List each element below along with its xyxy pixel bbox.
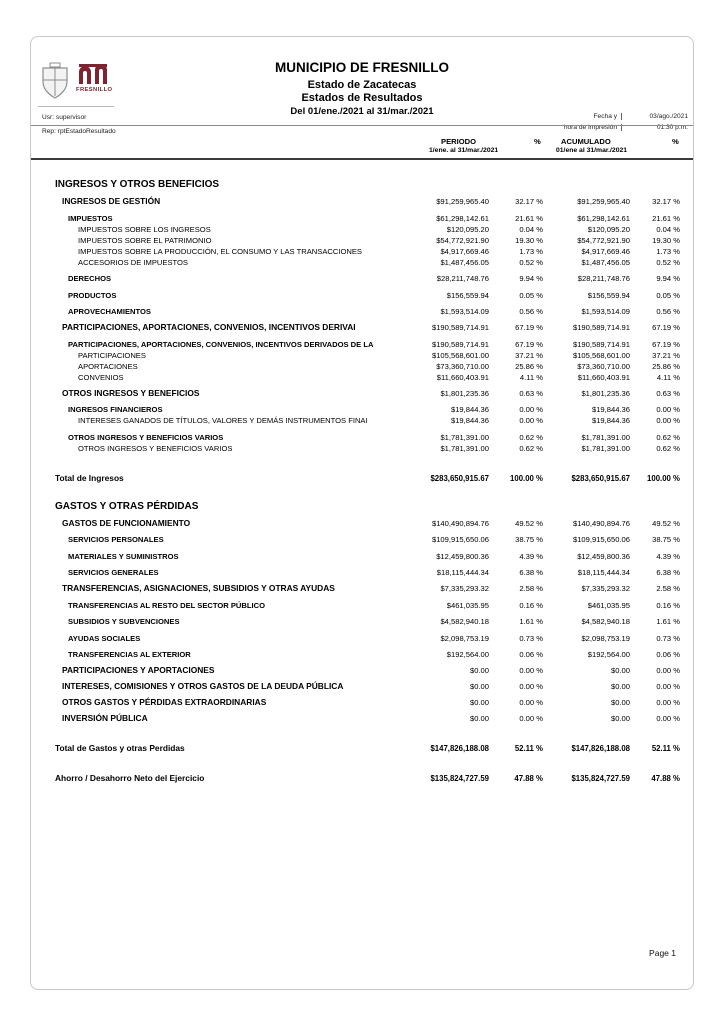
row-accum-value: $18,115,444.34 [577, 568, 630, 577]
row-period-pct: 21.61 % [515, 213, 543, 223]
row-period-pct: 0.00 % [519, 714, 543, 723]
table-row [32, 697, 692, 708]
row-accum-value: $1,781,391.00 [581, 432, 630, 442]
table-row [32, 178, 692, 191]
row-accum-value: $1,593,514.09 [581, 307, 630, 316]
header-divider-top [31, 125, 693, 126]
row-accum-value: $12,459,800.36 [577, 551, 630, 561]
table-row [32, 291, 692, 301]
row-period-value: $0.00 [469, 698, 489, 707]
row-accum-pct: 4.39 % [656, 551, 680, 561]
row-period-value: $1,781,391.00 [440, 443, 489, 453]
row-period-value: $54,772,921.90 [436, 235, 489, 245]
row-accum-value: $1,801,235.36 [581, 388, 630, 398]
row-accum-pct: 1.73 % [656, 246, 680, 256]
row-accum-value: $135,824,727.59 [571, 774, 630, 783]
row-accum-pct: 0.63 % [656, 388, 680, 398]
row-accum-value: $4,582,940.18 [581, 617, 630, 626]
row-period-pct: 0.00 % [519, 416, 543, 425]
row-label: ACCESORIOS DE IMPUESTOS [78, 257, 188, 267]
row-accum-pct: 0.62 % [656, 432, 680, 442]
row-period-pct: 0.00 % [519, 666, 543, 675]
table-row [32, 258, 692, 268]
table-row [32, 713, 692, 724]
table-row [32, 743, 692, 754]
row-label: OTROS INGRESOS Y BENEFICIOS [62, 387, 200, 398]
row-accum-pct: 37.21 % [652, 350, 680, 360]
row-accum-value: $140,490,894.76 [572, 518, 630, 528]
row-accum-pct: 0.06 % [656, 650, 680, 659]
user-label: Usr: supervisor [42, 114, 87, 121]
row-period-value: $120,095.20 [446, 224, 489, 234]
row-accum-pct: 49.52 % [652, 518, 680, 528]
row-label: OTROS GASTOS Y PÉRDIDAS EXTRAORDINARIAS [62, 697, 267, 707]
row-label: INTERESES, COMISIONES Y OTROS GASTOS DE LA DEUDA PÚBLICA [62, 681, 344, 691]
row-accum-value: $1,487,456.05 [581, 257, 630, 267]
row-accum-value: $190,589,714.91 [572, 323, 630, 332]
row-label: PARTICIPACIONES, APORTACIONES, CONVENIOS, INCENTIVOS DERIVAI [62, 322, 356, 332]
row-accum-pct: 32.17 % [652, 197, 680, 206]
print-date-value: 03/ago./2021 [621, 113, 688, 120]
row-period-value: $147,826,188.08 [430, 744, 489, 753]
row-accum-pct: 21.61 % [652, 213, 680, 223]
table-row [32, 196, 692, 207]
row-label: PRODUCTOS [68, 290, 117, 300]
row-period-value: $91,259,965.40 [436, 197, 489, 206]
row-period-pct: 0.73 % [519, 633, 543, 643]
report-name: Estados de Resultados [301, 92, 423, 104]
row-label: SERVICIOS GENERALES [68, 568, 159, 577]
row-period-value: $11,660,403.91 [436, 372, 489, 382]
table-row [32, 601, 692, 611]
row-period-value: $61,298,142.61 [436, 213, 489, 223]
row-period-value: $1,487,456.05 [440, 257, 489, 267]
col-header-pct-1: % [534, 137, 541, 146]
row-period-pct: 0.00 % [519, 405, 543, 414]
row-period-pct: 0.52 % [519, 257, 543, 267]
row-accum-pct: 0.00 % [656, 698, 680, 707]
table-row [32, 634, 692, 644]
row-label: OTROS INGRESOS Y BENEFICIOS VARIOS [78, 443, 233, 453]
row-accum-pct: 100.00 % [647, 473, 680, 483]
table-row [32, 617, 692, 627]
row-period-value: $283,650,915.67 [430, 473, 489, 483]
row-label: Ahorro / Desahorro Neto del Ejercicio [55, 773, 205, 783]
row-accum-pct: 67.19 % [652, 339, 680, 349]
row-accum-value: $11,660,403.91 [577, 372, 630, 382]
row-period-pct: 100.00 % [510, 473, 543, 483]
table-row [32, 681, 692, 692]
row-period-value: $140,490,894.76 [431, 518, 489, 528]
row-period-pct: 0.00 % [519, 682, 543, 691]
row-accum-value: $109,915,650.06 [572, 535, 630, 544]
col-header-periodo: PERIODO [441, 137, 477, 146]
table-row [32, 225, 692, 235]
report-rows [32, 162, 692, 784]
row-label: INGRESOS DE GESTIÓN [62, 196, 161, 206]
row-period-value: $12,459,800.36 [436, 551, 489, 561]
table-row [32, 340, 692, 350]
row-period-pct: 0.06 % [519, 650, 543, 659]
col-header-acumulado-range: 01/ene al 31/mar./2021 [556, 147, 628, 154]
row-accum-pct: 9.94 % [656, 274, 680, 283]
row-accum-pct: 0.00 % [656, 682, 680, 691]
table-row [32, 362, 692, 372]
row-accum-pct: 0.05 % [656, 290, 680, 300]
table-row [32, 650, 692, 660]
row-accum-pct: 0.73 % [656, 633, 680, 643]
table-row [32, 433, 692, 443]
row-period-pct: 52.11 % [514, 744, 543, 753]
row-accum-pct: 0.00 % [656, 666, 680, 675]
row-label: IMPUESTOS [68, 213, 113, 223]
row-period-pct: 0.04 % [519, 224, 543, 234]
table-row [32, 773, 692, 784]
row-accum-pct: 25.86 % [652, 361, 680, 371]
table-row [32, 247, 692, 257]
row-accum-pct: 0.16 % [656, 600, 680, 610]
row-label: PARTICIPACIONES Y APORTACIONES [62, 665, 215, 675]
row-period-pct: 2.58 % [519, 584, 543, 593]
row-label: INGRESOS FINANCIEROS [68, 405, 163, 414]
row-accum-value: $28,211,748.76 [577, 274, 630, 283]
row-period-value: $28,211,748.76 [436, 274, 489, 283]
row-accum-pct: 6.38 % [656, 568, 680, 577]
row-accum-value: $0.00 [610, 682, 630, 691]
row-accum-pct: 0.62 % [656, 443, 680, 453]
report-period: Del 01/ene./2021 al 31/mar./2021 [290, 106, 434, 117]
row-accum-value: $91,259,965.40 [577, 197, 630, 206]
row-period-pct: 4.11 % [519, 372, 543, 382]
row-period-pct: 32.17 % [515, 197, 543, 206]
row-accum-value: $147,826,188.08 [571, 744, 630, 753]
row-accum-pct: 67.19 % [652, 323, 680, 332]
row-label: APROVECHAMIENTOS [68, 307, 151, 316]
table-row [32, 322, 692, 333]
row-period-value: $461,035.95 [446, 600, 489, 610]
row-accum-value: $7,335,293.32 [581, 584, 630, 593]
row-label: GASTOS Y OTRAS PÉRDIDAS [55, 500, 199, 512]
row-label: APORTACIONES [78, 361, 138, 371]
report-title: MUNICIPIO DE FRESNILLO [274, 60, 449, 75]
row-accum-pct: 0.04 % [656, 224, 680, 234]
row-accum-value: $19,844.36 [591, 416, 630, 425]
row-period-pct: 9.94 % [519, 274, 543, 283]
row-period-value: $73,360,710.00 [436, 361, 489, 371]
row-label: MATERIALES Y SUMINISTROS [68, 551, 179, 561]
row-accum-value: $192,564.00 [587, 650, 630, 659]
row-accum-value: $283,650,915.67 [571, 473, 630, 483]
row-period-pct: 0.62 % [519, 432, 543, 442]
table-row [32, 444, 692, 454]
row-label: CONVENIOS [78, 372, 124, 382]
print-datetime [518, 111, 688, 133]
row-period-value: $190,589,714.91 [431, 323, 489, 332]
row-period-value: $109,915,650.06 [431, 535, 489, 544]
row-accum-pct: 0.00 % [656, 405, 680, 414]
row-accum-value: $190,589,714.91 [572, 339, 630, 349]
col-header-periodo-range: 1/ene. al 31/mar./2021 [429, 147, 499, 154]
table-row [32, 568, 692, 578]
row-label: PARTICIPACIONES [78, 350, 146, 360]
row-period-pct: 0.05 % [519, 290, 543, 300]
row-period-value: $0.00 [469, 714, 489, 723]
row-period-value: $19,844.36 [450, 405, 489, 414]
row-label: Total de Ingresos [55, 472, 124, 483]
row-label: TRANSFERENCIAS AL EXTERIOR [68, 650, 191, 659]
row-period-pct: 6.38 % [519, 568, 543, 577]
row-label: AYUDAS SOCIALES [68, 633, 141, 643]
table-row [32, 373, 692, 383]
row-label: GASTOS DE FUNCIONAMIENTO [62, 517, 191, 528]
row-accum-value: $0.00 [610, 698, 630, 707]
fresnillo-logo-text: FRESNILLO [76, 87, 113, 93]
table-row [32, 307, 692, 317]
table-row [32, 473, 692, 484]
row-label: SERVICIOS PERSONALES [68, 535, 164, 544]
row-period-pct: 38.75 % [515, 535, 543, 544]
header-divider-bottom [31, 158, 693, 160]
row-period-value: $105,568,601.00 [431, 350, 489, 360]
table-row [32, 500, 692, 513]
row-accum-pct: 0.52 % [656, 257, 680, 267]
row-label: TRANSFERENCIAS AL RESTO DEL SECTOR PÚBLICO [68, 600, 266, 610]
row-period-pct: 67.19 % [515, 323, 543, 332]
table-row [32, 351, 692, 361]
table-row [32, 535, 692, 545]
row-accum-pct: 1.61 % [656, 617, 680, 626]
report-state: Estado de Zacatecas [307, 79, 417, 91]
row-period-value: $1,801,235.36 [440, 388, 489, 398]
table-row [32, 518, 692, 529]
row-period-value: $1,781,391.00 [440, 432, 489, 442]
report-id-label: Rep: rptEstadoResultado [42, 128, 116, 135]
row-period-pct: 49.52 % [515, 518, 543, 528]
row-accum-pct: 0.00 % [656, 416, 680, 425]
row-label: INGRESOS Y OTROS BENEFICIOS [55, 179, 220, 190]
row-period-pct: 19.30 % [515, 235, 543, 245]
table-row [32, 665, 692, 676]
row-accum-value: $120,095.20 [587, 224, 630, 234]
row-period-pct: 47.88 % [514, 774, 543, 783]
table-row [32, 236, 692, 246]
print-time-label: hora de Impresión [563, 124, 617, 131]
row-label: PARTICIPACIONES, APORTACIONES, CONVENIOS, INCENTIVOS DERIVADOS DE LA [68, 339, 374, 349]
row-period-pct: 0.16 % [519, 600, 543, 610]
row-period-value: $0.00 [469, 682, 489, 691]
row-period-value: $190,589,714.91 [431, 339, 489, 349]
table-row [32, 214, 692, 224]
row-label: INTERESES GANADOS DE TÍTULOS, VALORES Y DEMÁS INSTRUMENTOS FINAI [78, 416, 368, 425]
row-label: IMPUESTOS SOBRE LA PRODUCCIÓN, EL CONSUMO Y LAS TRANSACCIONES [78, 246, 362, 256]
row-period-pct: 0.56 % [519, 307, 543, 316]
row-period-pct: 37.21 % [515, 350, 543, 360]
row-accum-value: $156,559.94 [587, 290, 630, 300]
row-period-value: $18,115,444.34 [436, 568, 489, 577]
print-date-label: Fecha y [593, 113, 617, 120]
row-label: TRANSFERENCIAS, ASIGNACIONES, SUBSIDIOS Y OTRAS AYUDAS [62, 583, 335, 593]
row-accum-value: $4,917,669.46 [581, 246, 630, 256]
row-accum-value: $19,844.36 [591, 405, 630, 414]
row-accum-pct: 0.56 % [656, 307, 680, 316]
row-period-pct: 0.00 % [519, 698, 543, 707]
row-period-pct: 0.63 % [519, 388, 543, 398]
row-period-value: $192,564.00 [446, 650, 489, 659]
row-period-value: $4,582,940.18 [440, 617, 489, 626]
row-period-value: $19,844.36 [450, 416, 489, 425]
row-accum-value: $61,298,142.61 [577, 213, 630, 223]
row-period-value: $4,917,669.46 [440, 246, 489, 256]
row-period-value: $2,098,753.19 [440, 633, 489, 643]
row-label: OTROS INGRESOS Y BENEFICIOS VARIOS [68, 432, 224, 442]
row-accum-pct: 19.30 % [652, 235, 680, 245]
print-time-row [518, 122, 688, 133]
row-accum-pct: 38.75 % [652, 535, 680, 544]
row-accum-pct: 52.11 % [651, 744, 680, 753]
row-label: INVERSIÓN PÚBLICA [62, 713, 148, 723]
row-accum-value: $2,098,753.19 [581, 633, 630, 643]
row-period-pct: 0.62 % [519, 443, 543, 453]
row-period-pct: 1.73 % [519, 246, 543, 256]
row-accum-value: $1,781,391.00 [581, 443, 630, 453]
row-label: DERECHOS [68, 274, 112, 283]
row-accum-value: $105,568,601.00 [572, 350, 630, 360]
row-period-pct: 25.86 % [515, 361, 543, 371]
row-label: IMPUESTOS SOBRE LOS INGRESOS [78, 224, 211, 234]
row-period-value: $1,593,514.09 [440, 307, 489, 316]
row-label: IMPUESTOS SOBRE EL PATRIMONIO [78, 235, 212, 245]
table-row [32, 416, 692, 426]
print-time-value: 01:30 p.m. [621, 124, 688, 131]
row-accum-pct: 0.00 % [656, 714, 680, 723]
row-accum-pct: 47.88 % [651, 774, 680, 783]
row-label: Total de Gastos y otras Perdidas [55, 743, 185, 753]
row-label: SUBSIDIOS Y SUBVENCIONES [68, 617, 180, 626]
row-accum-value: $54,772,921.90 [577, 235, 630, 245]
table-row [32, 405, 692, 415]
row-period-value: $135,824,727.59 [430, 774, 489, 783]
row-accum-pct: 2.58 % [656, 584, 680, 593]
row-accum-value: $0.00 [610, 666, 630, 675]
row-period-value: $0.00 [469, 666, 489, 675]
row-period-pct: 4.39 % [519, 551, 543, 561]
row-accum-value: $73,360,710.00 [577, 361, 630, 371]
page-number: Page 1 [649, 948, 676, 958]
col-header-pct-2: % [672, 137, 679, 146]
row-period-value: $156,559.94 [446, 290, 489, 300]
row-period-pct: 67.19 % [515, 339, 543, 349]
col-header-acumulado: ACUMULADO [561, 137, 611, 146]
row-period-value: $7,335,293.32 [440, 584, 489, 593]
table-row [32, 388, 692, 399]
row-accum-pct: 4.11 % [656, 372, 680, 382]
row-accum-value: $461,035.95 [587, 600, 630, 610]
row-accum-value: $0.00 [610, 714, 630, 723]
table-row [32, 583, 692, 594]
print-date-row [518, 111, 688, 122]
table-row [32, 274, 692, 284]
table-row [32, 552, 692, 562]
row-period-pct: 1.61 % [519, 617, 543, 626]
